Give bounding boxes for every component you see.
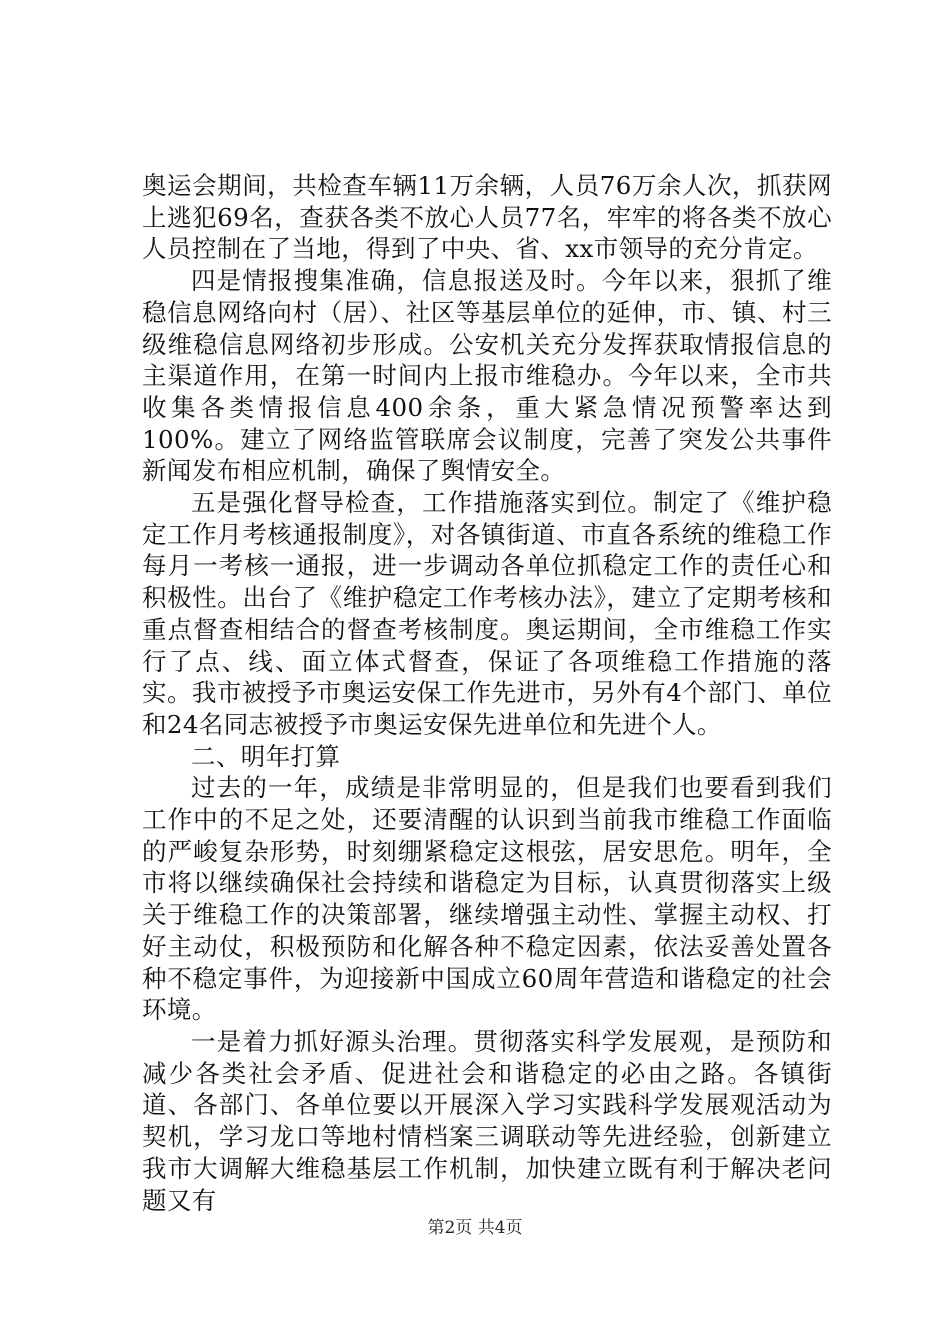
section-heading: 二、明年打算 — [191, 741, 341, 771]
page-number-footer: 第2页 共4页 — [427, 1218, 523, 1238]
document-body — [142, 170, 832, 1216]
paragraph-5: 一是着力抓好源头治理。贯彻落实科学发展观，是预防和减少各类社会矛盾、促进社会和谐稳定的必由之路。各镇街道、各部门、各单位要以开展深入学习实践科学发展观活动为契机，学习龙口等地村情档案三调联动等先进经验，创新建立我市大调解大维稳基层工作机制，加快建立既有利于解决老问题又有 — [142, 1026, 832, 1215]
paragraph-2: 四是情报搜集准确，信息报送及时。今年以来，狠抓了维稳信息网络向村（居）、社区等基层单位的延伸，市、镇、村三级维稳信息网络初步形成。公安机关充分发挥获取情报信息的主渠道作用，在第一时间内上报市维稳办。今年以来，全市共收集各类情报信息400余条，重大紧急情况预警率达到100%。建立了网络监管联席会议制度，完善了突发公共事件新闻发布相应机制，确保了舆情安全。 — [142, 266, 832, 486]
paragraph-3: 五是强化督导检查，工作措施落实到位。制定了《维护稳定工作月考核通报制度》，对各镇街道、市直各系统的维稳工作每月一考核一通报，进一步调动各单位抓稳定工作的责任心和积极性。出台了《维护稳定工作考核办法》，建立了定期考核和重点督查相结合的督查考核制度。奥运期间，全市维稳工作实行了点、线、面立体式督查，保证了各项维稳工作措施的落实。我市被授予市奥运安保工作先进市，另外有4个部门、单位和24名同志被授予市奥运安保先进单位和先进个人。 — [142, 488, 832, 739]
paragraph-1: 奥运会期间，共检查车辆11万余辆，人员76万余人次，抓获网上逃犯69名，查获各类不放心人员77名，牢牢的将各类不放心人员控制在了当地，得到了中央、省、xx市领导的充分肯定。 — [142, 171, 832, 264]
paragraph-4: 过去的一年，成绩是非常明显的，但是我们也要看到我们工作中的不足之处，还要清醒的认识到当前我市维稳工作面临的严峻复杂形势，时刻绷紧稳定这根弦，居安思危。明年，全市将以继续确保社会持续和谐稳定为目标，认真贯彻落实上级关于维稳工作的决策部署，继续增强主动性、掌握主动权、打好主动仗，积极预防和化解各种不稳定因素，依法妥善处置各种不稳定事件，为迎接新中国成立60周年营造和谐稳定的社会环境。 — [142, 773, 832, 1025]
